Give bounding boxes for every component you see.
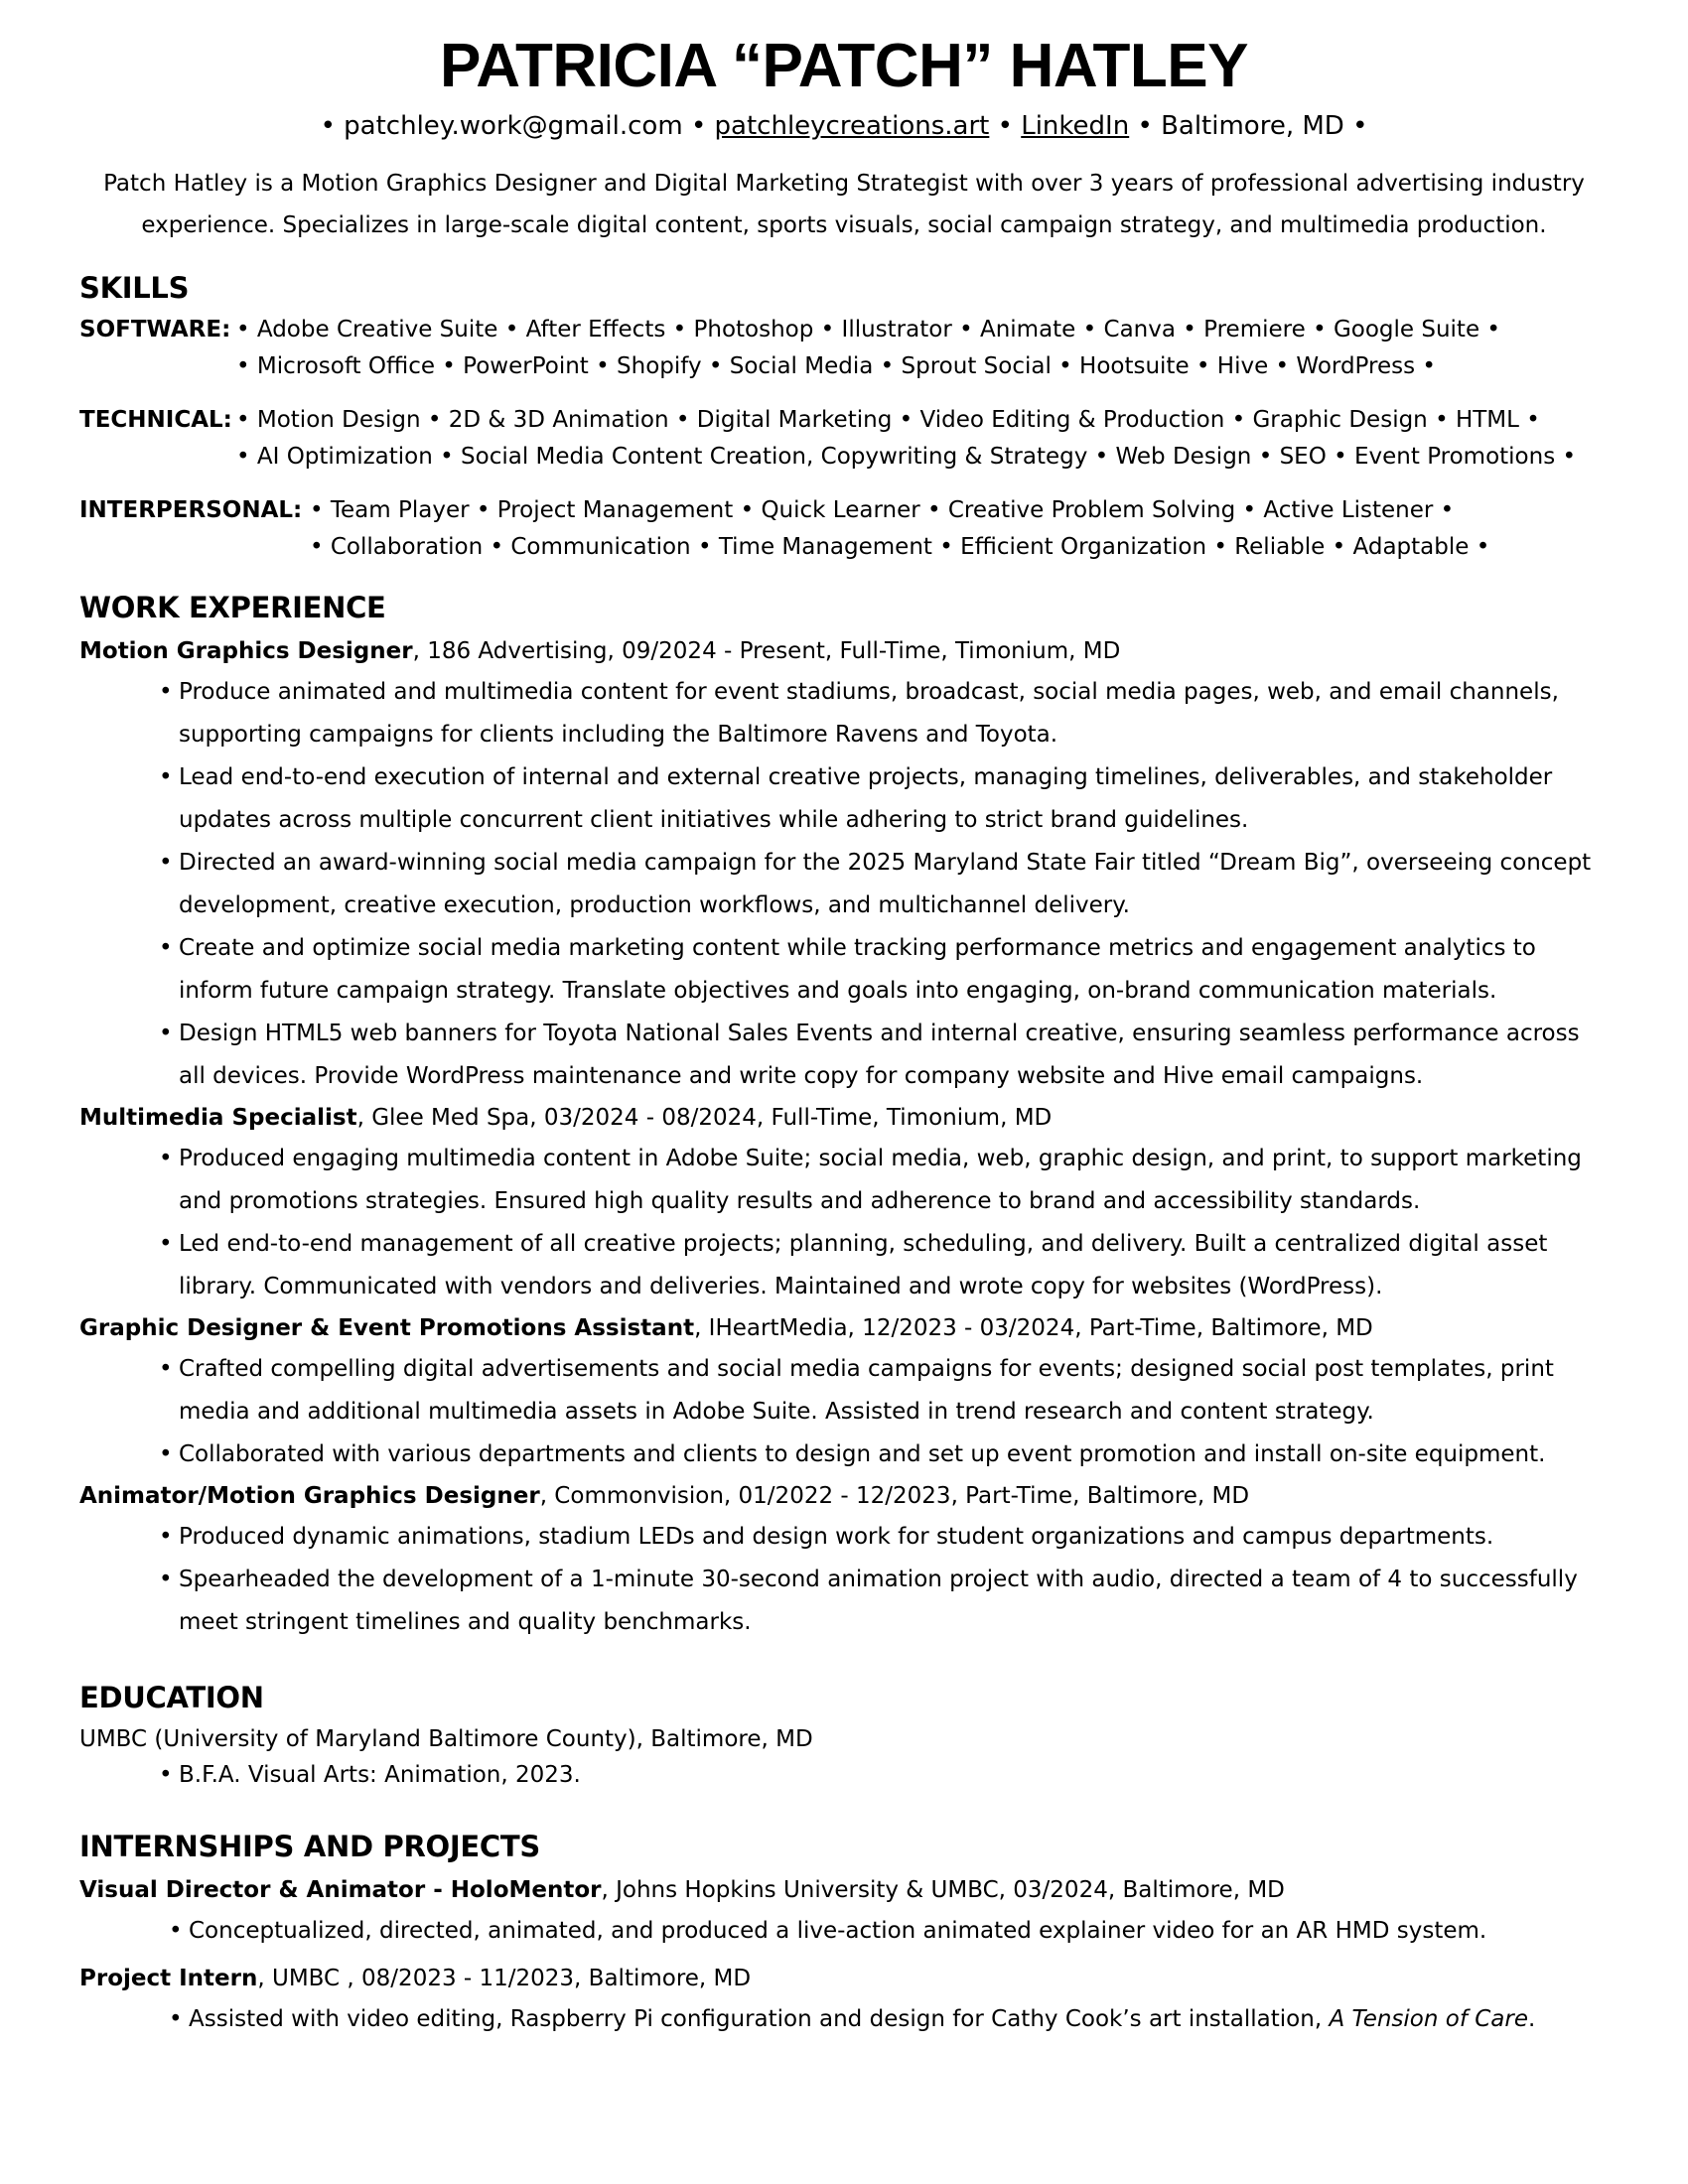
job-header bbox=[79, 1959, 1609, 1998]
summary-paragraph bbox=[79, 163, 1609, 246]
bullet-separator: • bbox=[320, 111, 336, 141]
list-item: • Produced engaging multimedia content in Adobe Suite; social media, web, graphic design, and print, to support marketing and promotions strategies. Ensured high quality results and adherence to brand and accessibility standards. bbox=[159, 1146, 1582, 1214]
website-link[interactable]: patchleycreations.art bbox=[714, 111, 990, 141]
job-header bbox=[79, 1476, 1609, 1516]
job-details: , Commonvision, 01/2022 - 12/2023, Part-Time, Baltimore, MD bbox=[539, 1483, 1250, 1509]
job-bullets bbox=[79, 671, 1609, 1098]
work-heading: WORK EXPERIENCE bbox=[79, 591, 386, 624]
skill-line: • Adobe Creative Suite • After Effects • Photoshop • Illustrator • Animate • Canva • Premiere • Google Suite • bbox=[236, 317, 1500, 342]
list-item: • Directed an award-winning social media campaign for the 2025 Maryland State Fair titled “Dream Big”, overseeing concept development, creative execution, production workflows, and multichannel delivery. bbox=[159, 850, 1592, 918]
job-header bbox=[79, 1308, 1609, 1348]
job-role: Graphic Designer & Event Promotions Assistant bbox=[79, 1315, 695, 1341]
education-school: UMBC (University of Maryland Baltimore County), Baltimore, MD bbox=[79, 1726, 813, 1752]
skills-heading: SKILLS bbox=[79, 271, 190, 305]
work-section bbox=[79, 588, 1609, 1644]
linkedin-link[interactable]: LinkedIn bbox=[1021, 111, 1130, 141]
list-item: • Spearheaded the development of a 1-minute 30-second animation project with audio, directed a team of 4 to successfully meet stringent timelines and quality benchmarks. bbox=[159, 1567, 1578, 1635]
list-item: • Lead end-to-end execution of internal and external creative projects, managing timelines, deliverables, and stakeholder updates across multiple concurrent client initiatives while adhering to strict brand guidelines. bbox=[159, 764, 1553, 833]
job-role: Multimedia Specialist bbox=[79, 1105, 357, 1131]
contact-line bbox=[79, 109, 1609, 143]
job-role: Motion Graphics Designer bbox=[79, 638, 413, 664]
skill-line: • Microsoft Office • PowerPoint • Shopify • Social Media • Sprout Social • Hootsuite • Hive • WordPress • bbox=[236, 353, 1436, 379]
skill-group-interpersonal bbox=[79, 492, 1609, 566]
job-details: , 186 Advertising, 09/2024 - Present, Full-Time, Timonium, MD bbox=[412, 638, 1121, 664]
list-item: • Crafted compelling digital advertisements and social media campaigns for events; designed social post templates, print media and additional multimedia assets in Adobe Suite. Assisted in trend research and content strategy. bbox=[159, 1356, 1554, 1425]
list-item: • Collaborated with various departments and clients to design and set up event promotion and install on-site equipment. bbox=[159, 1441, 1546, 1467]
job-header bbox=[79, 1870, 1609, 1910]
resume-name: PATRICIA “PATCH” HATLEY bbox=[440, 32, 1248, 100]
list-item: • Design HTML5 web banners for Toyota National Sales Events and internal creative, ensuring seamless performance across all devices. Provide WordPress maintenance and write copy for company website and Hive email campaigns. bbox=[159, 1021, 1580, 1089]
education-section bbox=[79, 1678, 1609, 1793]
list-item: • B.F.A. Visual Arts: Animation, 2023. bbox=[159, 1762, 581, 1788]
job-bullets bbox=[79, 1910, 1609, 1953]
bullet-separator: • bbox=[690, 111, 707, 141]
bullet-separator: • bbox=[1352, 111, 1368, 141]
job-role: Animator/Motion Graphics Designer bbox=[79, 1483, 540, 1509]
education-heading: EDUCATION bbox=[79, 1681, 264, 1714]
list-item: • Led end-to-end management of all creative projects; planning, scheduling, and delivery. Built a centralized digital asset library. Communicated with vendors and deliveries. Maintained and wrote copy for websites (WordPress). bbox=[159, 1231, 1548, 1299]
list-item: • Create and optimize social media marketing content while tracking performance metrics and engagement analytics to inform future campaign strategy. Translate objectives and goals into engaging, on-brand communication materials. bbox=[159, 935, 1536, 1004]
job-header bbox=[79, 631, 1609, 671]
skill-label: INTERPERSONAL: bbox=[79, 497, 303, 523]
location-text: Baltimore, MD bbox=[1161, 111, 1344, 141]
skill-line: • Collaboration • Communication • Time Management • Efficient Organization • Reliable • Adaptable • bbox=[310, 534, 1490, 560]
bullet-separator: • bbox=[997, 111, 1013, 141]
skill-line: • Team Player • Project Management • Quick Learner • Creative Problem Solving • Active Listener • bbox=[310, 497, 1455, 523]
job-role: Project Intern bbox=[79, 1966, 258, 1991]
skill-group-software bbox=[79, 312, 1609, 385]
list-item: • Assisted with video editing, Raspberry Pi configuration and design for Cathy Cook’s art installation, A Tension of Care. bbox=[169, 2006, 1536, 2032]
email-text: patchley.work@gmail.com bbox=[344, 111, 683, 141]
skill-group-technical bbox=[79, 402, 1609, 476]
list-item: • Conceptualized, directed, animated, and produced a live-action animated explainer video for an AR HMD system. bbox=[169, 1918, 1487, 1944]
job-role: Visual Director & Animator - HoloMentor bbox=[79, 1877, 602, 1903]
job-details: , UMBC , 08/2023 - 11/2023, Baltimore, MD bbox=[257, 1966, 752, 1991]
job-details: , Glee Med Spa, 03/2024 - 08/2024, Full-Time, Timonium, MD bbox=[356, 1105, 1053, 1131]
job-bullets bbox=[79, 1516, 1609, 1644]
summary-line: Patch Hatley is a Motion Graphics Designer and Digital Marketing Strategist with over 3 years of professional advertising industry bbox=[103, 171, 1585, 197]
internships-section bbox=[79, 1827, 1609, 2041]
job-header bbox=[79, 1098, 1609, 1138]
list-item: • Produced dynamic animations, stadium LEDs and design work for student organizations and campus departments. bbox=[159, 1524, 1494, 1550]
skill-line: • Motion Design • 2D & 3D Animation • Digital Marketing • Video Editing & Production • Graphic Design • HTML • bbox=[236, 407, 1540, 433]
job-details: , IHeartMedia, 12/2023 - 03/2024, Part-Time, Baltimore, MD bbox=[694, 1315, 1373, 1341]
bullet-separator: • bbox=[1137, 111, 1153, 141]
job-bullets bbox=[79, 1348, 1609, 1476]
job-details: , Johns Hopkins University & UMBC, 03/2024, Baltimore, MD bbox=[601, 1877, 1285, 1903]
skill-line: • AI Optimization • Social Media Content Creation, Copywriting & Strategy • Web Design • SEO • Event Promotions • bbox=[236, 444, 1577, 470]
skill-label: TECHNICAL: bbox=[79, 407, 232, 433]
list-item: • Produce animated and multimedia content for event stadiums, broadcast, social media pages, web, and email channels, supporting campaigns for clients including the Baltimore Ravens and Toyota. bbox=[159, 679, 1559, 748]
installation-title: A Tension of Care bbox=[1329, 2006, 1529, 2032]
skills-section bbox=[79, 268, 1609, 566]
skill-label: SOFTWARE: bbox=[79, 317, 231, 342]
summary-line: experience. Specializes in large-scale digital content, sports visuals, social campaign strategy, and multimedia production. bbox=[141, 212, 1547, 238]
job-bullets bbox=[79, 1138, 1609, 1308]
job-bullets bbox=[79, 1998, 1609, 2041]
internships-heading: INTERNSHIPS AND PROJECTS bbox=[79, 1830, 540, 1863]
education-bullets bbox=[79, 1757, 1609, 1793]
